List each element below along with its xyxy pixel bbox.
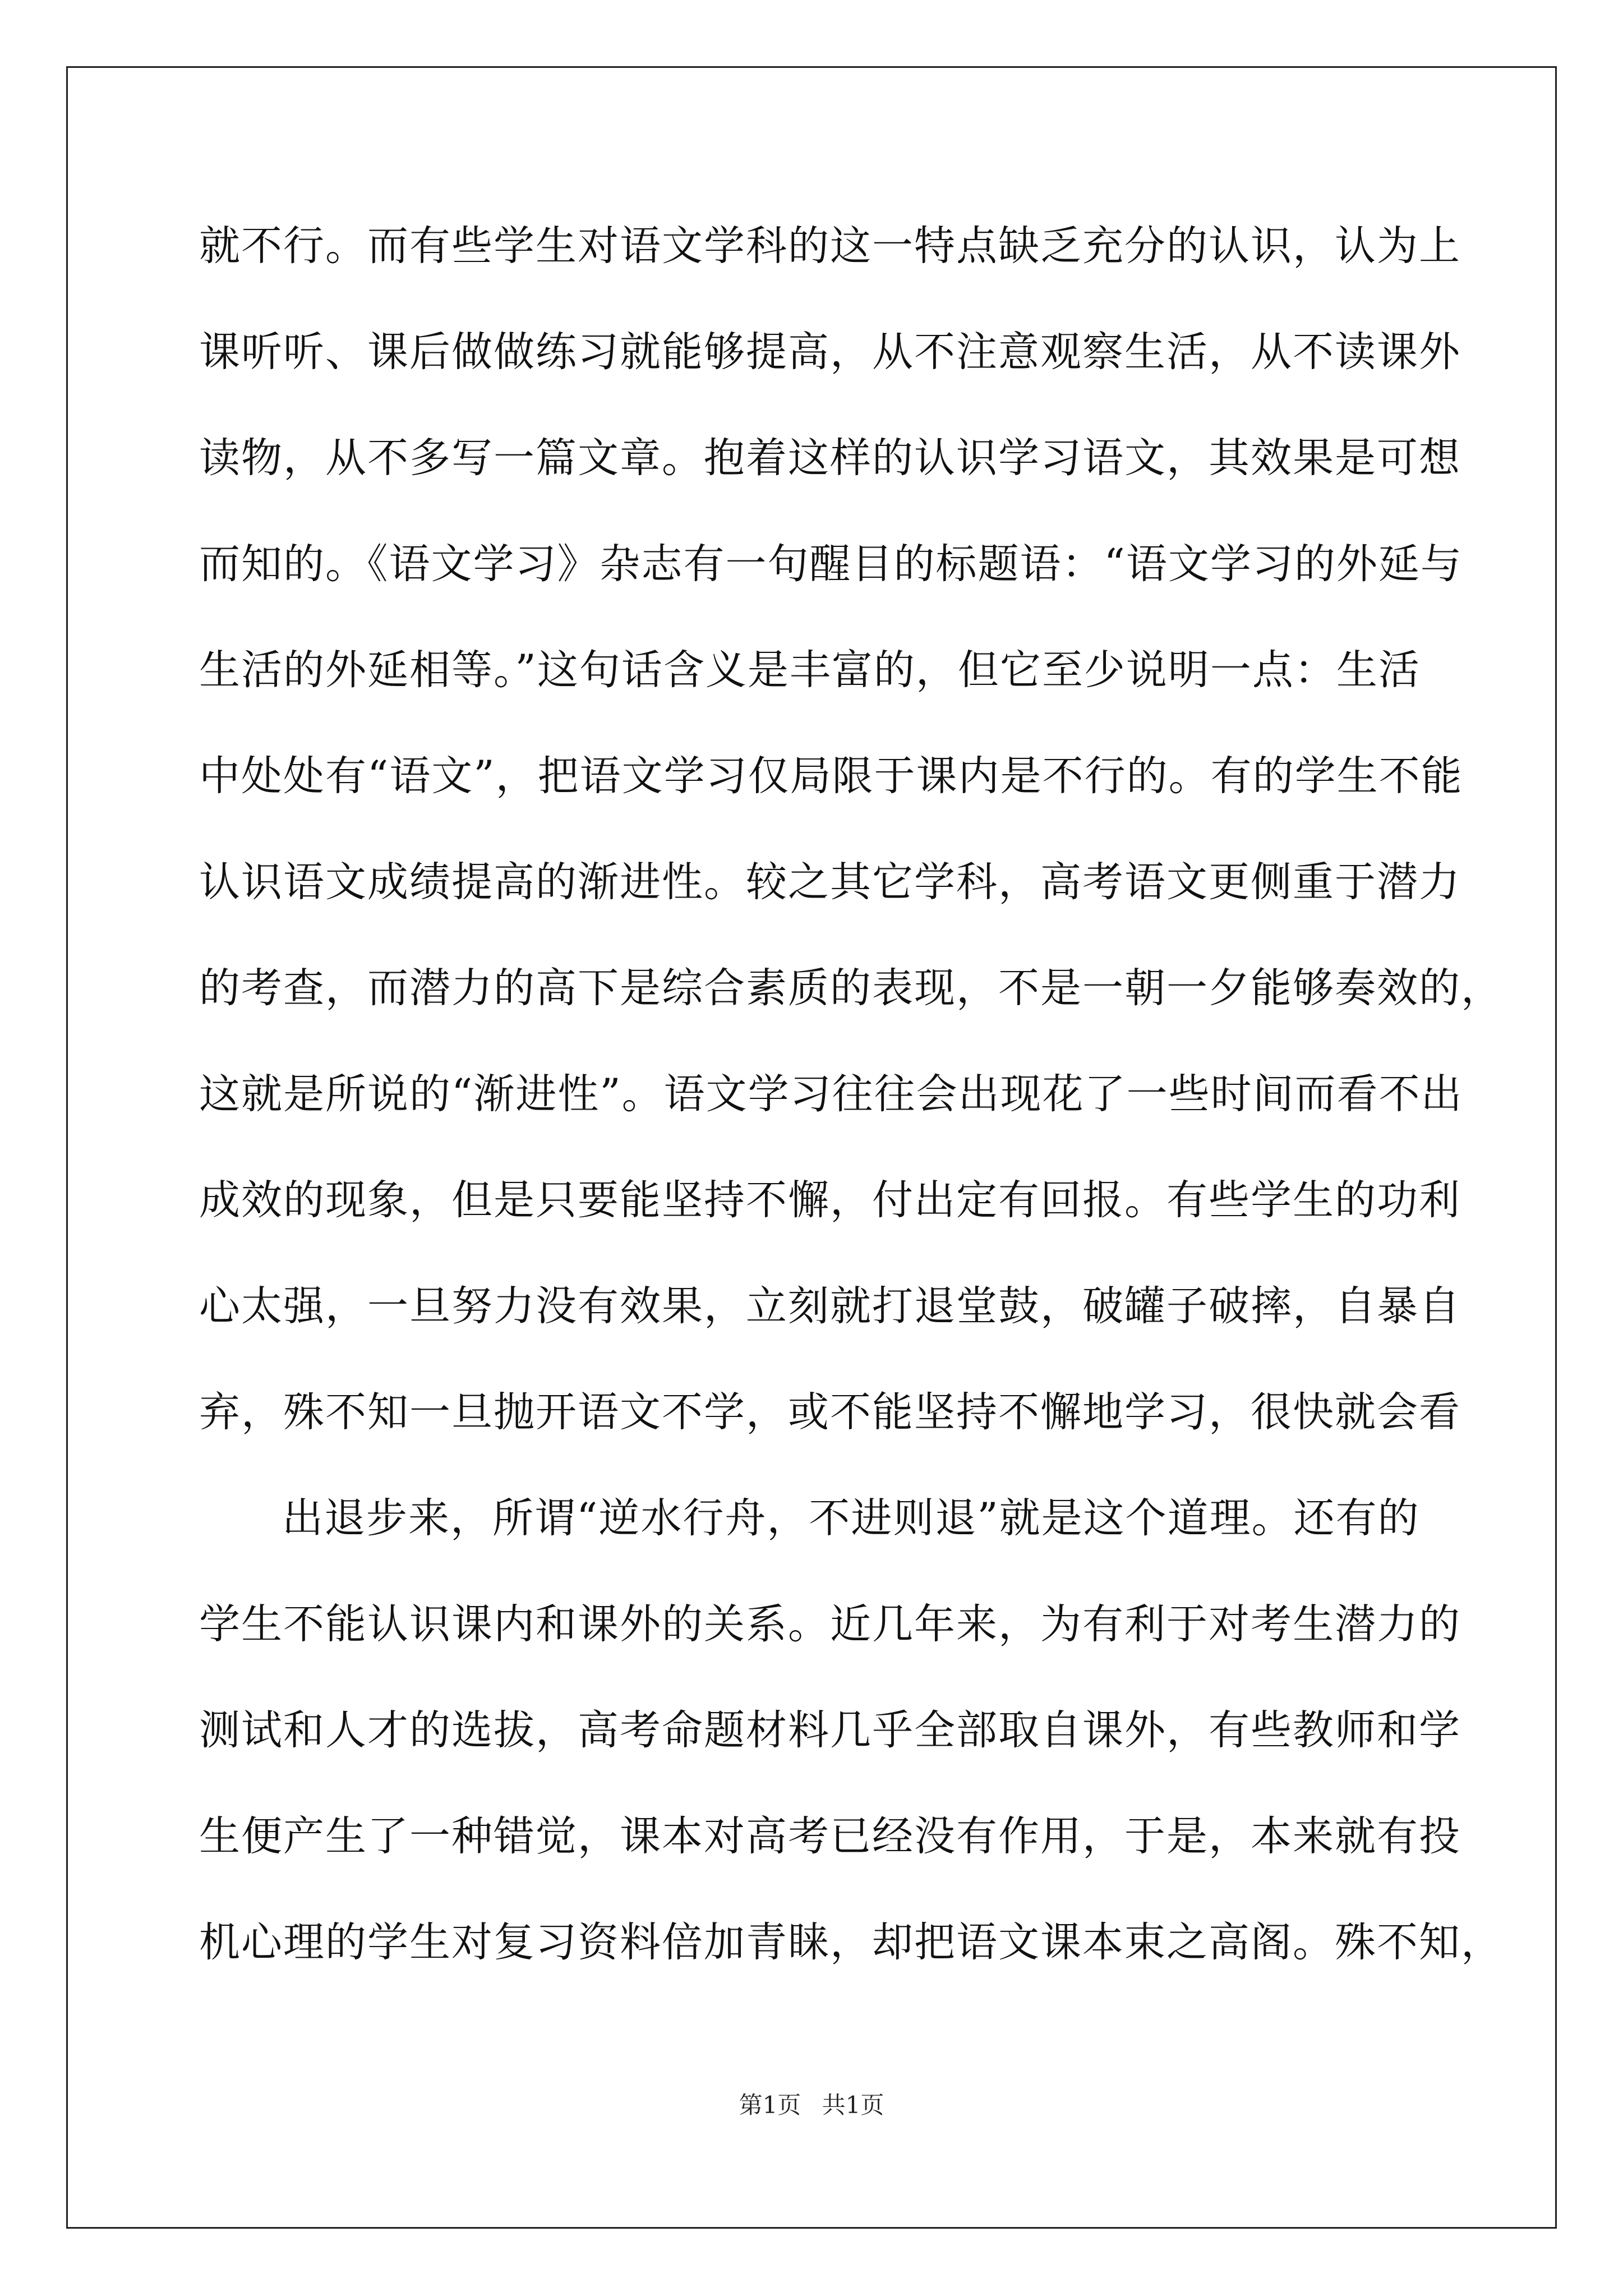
text-line-4: 而知的。《语文学习》杂志有一句醒目的标题语：“语文学习的外延与 xyxy=(199,540,1463,588)
text-line-16: 生便产生了一种错觉，课本对高考已经没有作用，于是，本来就有投 xyxy=(199,1812,1461,1860)
page-number: 第1页 xyxy=(739,2091,801,2119)
text-line-14: 学生不能认识课内和课外的关系。近几年来，为有利于对考生潜力的 xyxy=(199,1600,1461,1648)
text-line-7: 认识语文成绩提高的渐进性。较之其它学科，高考语文更侧重于潜力 xyxy=(199,858,1461,906)
text-line-12: 弃，殊不知一旦抛开语文不学，或不能坚持不懈地学习，很快就会看 xyxy=(199,1388,1461,1436)
page-total: 共1页 xyxy=(822,2091,884,2119)
text-line-17: 机心理的学生对复习资料倍加青睐，却把语文课本束之高阁。殊不知， xyxy=(199,1918,1503,1966)
text-line-6: 中处处有“语文”，把语文学习仅局限于课内是不行的。有的学生不能 xyxy=(199,752,1463,800)
text-line-2: 课听听、课后做做练习就能够提高，从不注意观察生活，从不读课外 xyxy=(199,328,1461,376)
text-line-8: 的考查，而潜力的高下是综合素质的表现，不是一朝一夕能够奏效的， xyxy=(199,964,1503,1012)
text-line-5: 生活的外延相等。”这句话含义是丰富的，但它至少说明一点：生活 xyxy=(199,646,1421,694)
text-line-15: 测试和人才的选拔，高考命题材料几乎全部取自课外，有些教师和学 xyxy=(199,1706,1461,1754)
text-line-1: 就不行。而有些学生对语文学科的这一特点缺乏充分的认识，认为上 xyxy=(199,222,1461,270)
text-line-9: 这就是所说的“渐进性”。语文学习往往会出现花了一些时间而看不出 xyxy=(199,1070,1463,1118)
page-footer xyxy=(0,2087,1623,2120)
document-body xyxy=(199,215,1503,2018)
text-line-3: 读物，从不多写一篇文章。抱着这样的认识学习语文，其效果是可想 xyxy=(199,434,1461,482)
text-line-13: 出退步来，所谓“逆水行舟，不进则退”就是这个道理。还有的 xyxy=(282,1494,1420,1542)
text-line-11: 心太强，一旦努力没有效果，立刻就打退堂鼓，破罐子破摔，自暴自 xyxy=(199,1282,1461,1330)
text-line-10: 成效的现象，但是只要能坚持不懈，付出定有回报。有些学生的功利 xyxy=(199,1176,1461,1224)
